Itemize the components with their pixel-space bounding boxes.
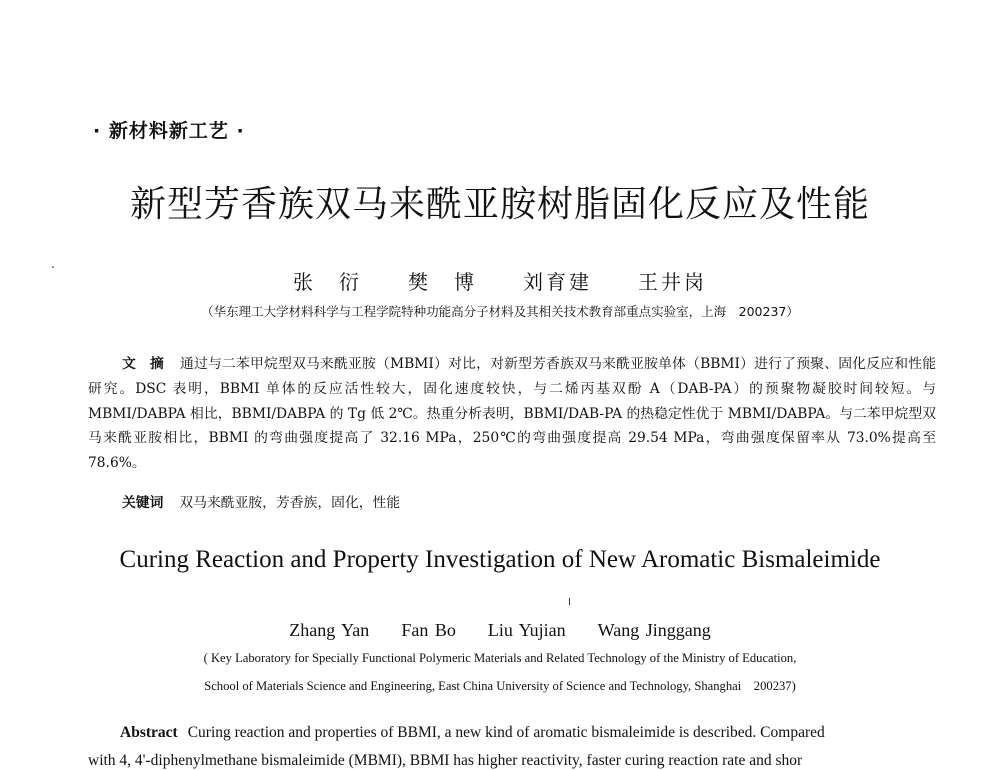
chinese-keywords-text: 双马来酰亚胺，芳香族，固化，性能 [179,495,401,511]
english-author: Wang Jinggang [597,620,711,640]
english-title: Curing Reaction and Property Investigation of New Aromatic Bismaleimide [119,546,881,573]
english-abstract-text: Curing reaction and properties of BBMI, a new kind of aromatic bismaleimide is described. Compared [187,724,825,741]
scan-mark [569,598,570,605]
english-author: Zhang Yan [289,620,370,640]
english-abstract [120,724,825,742]
chinese-abstract-text: 通过与二苯甲烷型双马来酰亚胺（MBMI）对比，对新型芳香族双马来酰亚胺单体（BBMI）进行了预聚、固化反应和性能研究。DSC 表明，BBMI 单体的反应活性较大，固化速度较快，与二烯丙基双酚 A（DAB-PA）的预聚物凝胶时间较短。与 MBMI/DABPA 相比，BBMI/DABPA 的 Tg 低 2℃。热重分析表明，BBMI/DAB-PA 的热稳定性优于 MBMI/DABPA。与二苯甲烷型双马来酰亚胺相比，BBMI 的弯曲强度提高了 32.16 MPa，250℃的弯曲强度提高 29.54 MPa，弯曲强度保留率从 73.0%提高至 78.6%。 [88,356,937,472]
english-author: Liu Yujian [487,620,566,640]
chinese-authors: 张 衍 樊 博 刘育建 王井岗 [293,270,707,294]
english-abstract-continued: with 4, 4'-diphenylmethane bismaleimide (MBMI), BBMI has higher reactivity, faster curing reaction rate and shor [88,752,803,769]
chinese-title: 新型芳香族双马来酰亚胺树脂固化反应及性能 [129,184,870,225]
chinese-keywords-label: 关键词 [122,495,164,511]
english-author: Fan Bo [401,620,456,640]
english-affiliation-line2: School of Materials Science and Engineering, East China University of Science and Technology, Shanghai 200237) [204,679,796,693]
english-authors [0,620,1000,641]
english-affiliation-line1: ( Key Laboratory for Specially Functional Polymeric Materials and Related Technology of the Ministry of Education, [203,651,797,665]
chinese-keywords [122,491,400,511]
english-abstract-label: Abstract [120,724,178,741]
section-tag: · 新材料新工艺 · [93,120,245,142]
chinese-abstract [88,352,936,476]
chinese-affiliation: （华东理工大学材料科学与工程学院特种功能高分子材料及其相关技术教育部重点实验室，上海 200237） [201,304,799,319]
chinese-abstract-label: 文 摘 [122,356,165,372]
